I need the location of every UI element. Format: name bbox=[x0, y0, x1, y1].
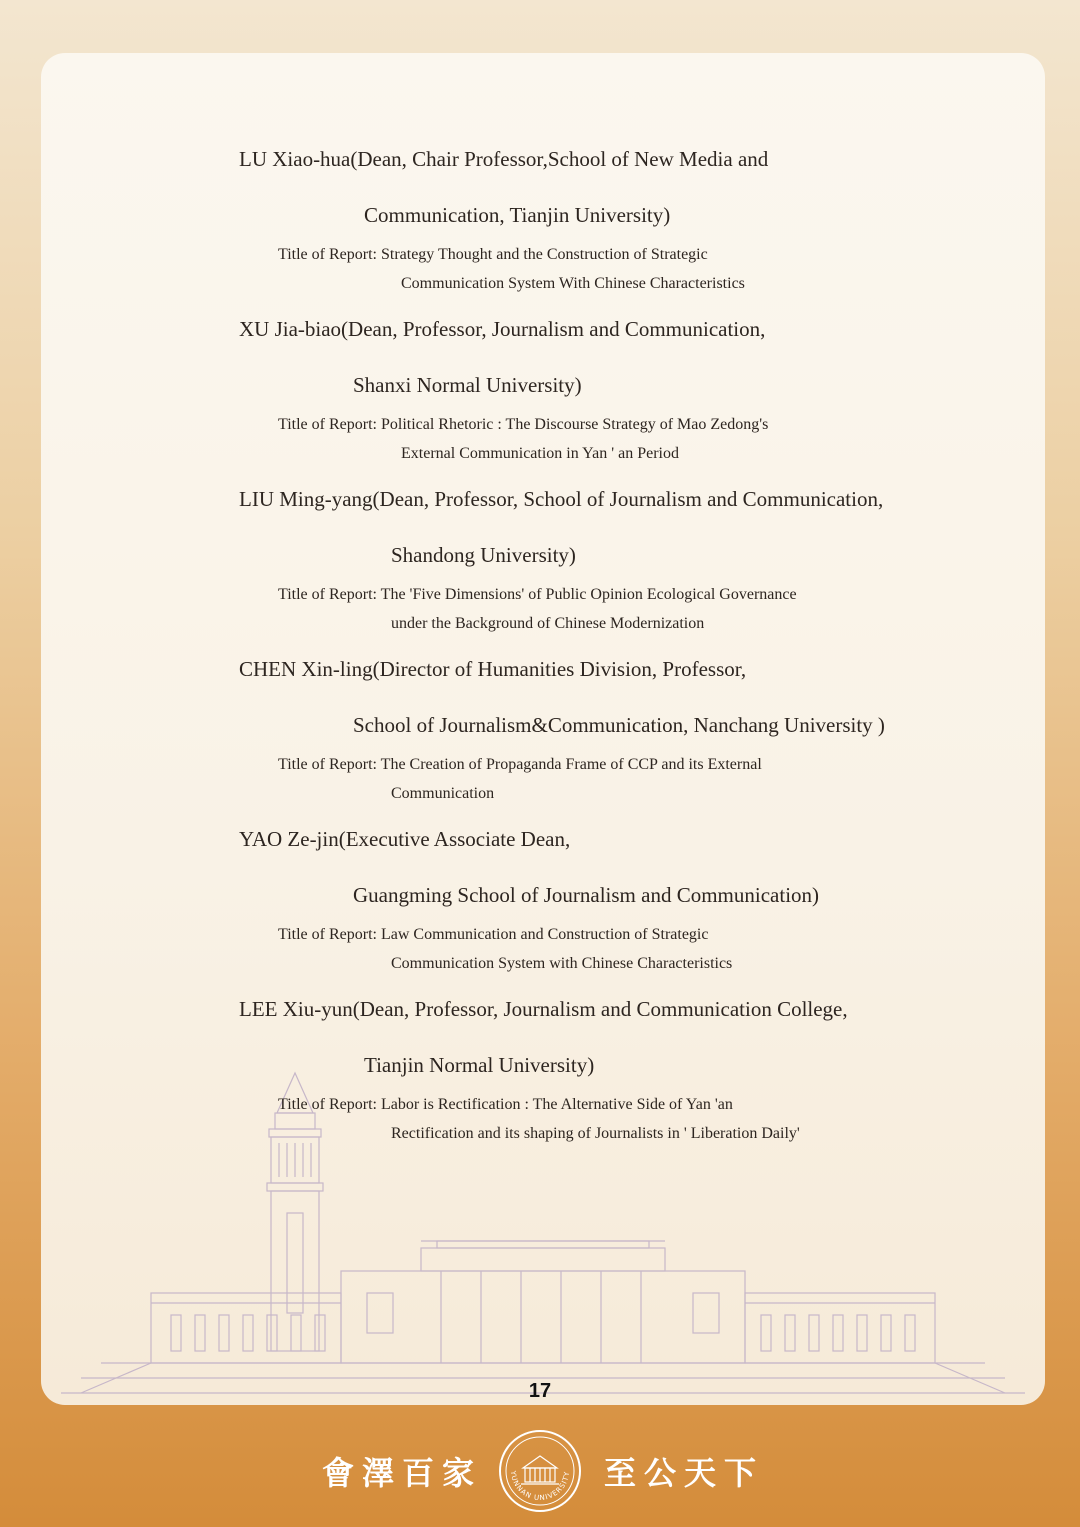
speaker-affiliation: Guangming School of Journalism and Communication) bbox=[353, 883, 820, 907]
report-title: Title of Report: The 'Five Dimensions' of Public Opinion Ecological Governance bbox=[278, 586, 797, 603]
speaker-name: XU Jia-biao(Dean, Professor, Journalism and Communication, bbox=[239, 317, 766, 341]
report-title-continued: Rectification and its shaping of Journalists in ' Liberation Daily' bbox=[391, 1125, 800, 1142]
content-panel bbox=[41, 53, 1045, 1405]
page-number: 17 bbox=[528, 1380, 552, 1402]
report-title-continued: under the Background of Chinese Modernization bbox=[391, 615, 705, 632]
report-title: Title of Report: Strategy Thought and the Construction of Strategic bbox=[278, 246, 708, 263]
report-title: Title of Report: Labor is Rectification : The Alternative Side of Yan 'an bbox=[278, 1096, 733, 1113]
speaker-name: LEE Xiu-yun(Dean, Professor, Journalism and Communication College, bbox=[239, 997, 848, 1021]
motto-left: 會澤百家 bbox=[322, 1454, 483, 1492]
speaker-name: YAO Ze-jin(Executive Associate Dean, bbox=[239, 827, 571, 851]
speaker-name: LIU Ming-yang(Dean, Professor, School of Journalism and Communication, bbox=[239, 487, 884, 511]
speaker-affiliation: Shandong University) bbox=[391, 543, 576, 567]
speaker-name: LU Xiao-hua(Dean, Chair Professor,School of New Media and bbox=[239, 147, 769, 171]
report-title: Title of Report: Political Rhetoric : The Discourse Strategy of Mao Zedong's bbox=[278, 416, 769, 433]
speaker-affiliation: Tianjin Normal University) bbox=[364, 1053, 595, 1077]
report-title: Title of Report: Law Communication and Construction of Strategic bbox=[278, 926, 709, 943]
speaker-affiliation: Shanxi Normal University) bbox=[353, 373, 582, 397]
report-title: Title of Report: The Creation of Propaganda Frame of CCP and its External bbox=[278, 756, 762, 773]
seal-text: YUNNAN UNIVERSITY bbox=[508, 1470, 572, 1503]
report-title-continued: Communication System with Chinese Characteristics bbox=[391, 955, 733, 972]
report-title-continued: Communication System With Chinese Characteristics bbox=[401, 275, 745, 292]
motto-right: 至公天下 bbox=[604, 1454, 765, 1492]
report-title-continued: Communication bbox=[391, 785, 495, 802]
speaker-affiliation: Communication, Tianjin University) bbox=[364, 203, 671, 227]
university-seal-icon bbox=[497, 1428, 583, 1514]
speaker-name: CHEN Xin-ling(Director of Humanities Division, Professor, bbox=[239, 657, 747, 681]
report-title-continued: External Communication in Yan ' an Period bbox=[401, 445, 679, 462]
speaker-affiliation: School of Journalism&Communication, Nanchang University ) bbox=[353, 713, 885, 737]
